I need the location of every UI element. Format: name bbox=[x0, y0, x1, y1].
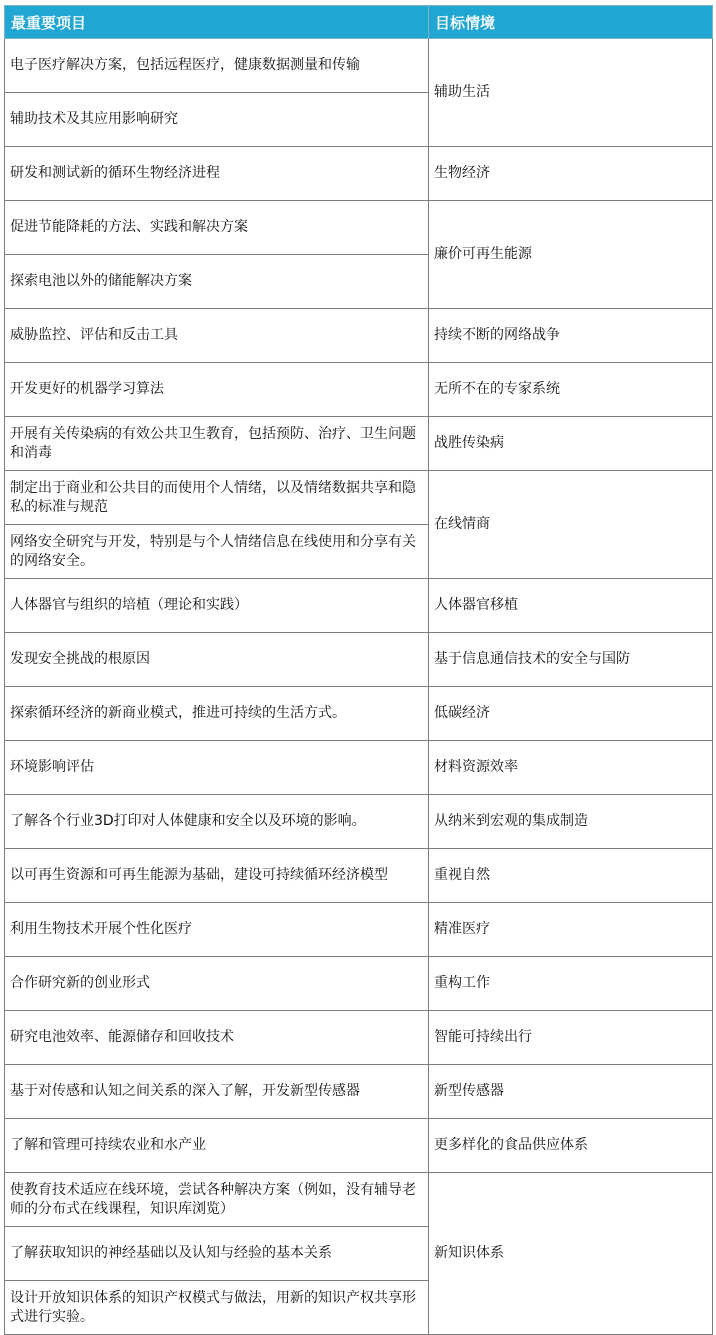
table-row bbox=[5, 147, 713, 201]
target-cell: 重构工作 bbox=[429, 957, 713, 1011]
target-cell: 低碳经济 bbox=[429, 687, 713, 741]
header-target: 目标情境 bbox=[429, 6, 713, 39]
target-cell: 人体器官移植 bbox=[429, 579, 713, 633]
target-cell: 从纳米到宏观的集成制造 bbox=[429, 795, 713, 849]
table-row bbox=[5, 309, 713, 363]
table-row bbox=[5, 633, 713, 687]
target-cell: 持续不断的网络战争 bbox=[429, 309, 713, 363]
table-row bbox=[5, 39, 713, 93]
project-cell: 环境影响评估 bbox=[5, 741, 429, 795]
priority-table bbox=[4, 5, 713, 1335]
table-row bbox=[5, 1119, 713, 1173]
project-cell: 了解获取知识的神经基础以及认知与经验的基本关系 bbox=[5, 1227, 429, 1281]
project-cell: 研究电池效率、能源储存和回收技术 bbox=[5, 1011, 429, 1065]
project-cell: 辅助技术及其应用影响研究 bbox=[5, 93, 429, 147]
project-cell: 人体器官与组织的培植（理论和实践） bbox=[5, 579, 429, 633]
table-body bbox=[5, 39, 713, 1335]
target-cell: 新知识体系 bbox=[429, 1173, 713, 1335]
target-cell: 战胜传染病 bbox=[429, 417, 713, 471]
target-cell: 廉价可再生能源 bbox=[429, 201, 713, 309]
project-cell: 网络安全研究与开发，特别是与个人情绪信息在线使用和分享有关的网络安全。 bbox=[5, 525, 429, 579]
table-row bbox=[5, 687, 713, 741]
project-cell: 了解各个行业3D打印对人体健康和安全以及环境的影响。 bbox=[5, 795, 429, 849]
target-cell: 智能可持续出行 bbox=[429, 1011, 713, 1065]
table-row bbox=[5, 201, 713, 255]
target-cell: 更多样化的食品供应体系 bbox=[429, 1119, 713, 1173]
target-cell: 精准医疗 bbox=[429, 903, 713, 957]
target-cell: 在线情商 bbox=[429, 471, 713, 579]
table-row bbox=[5, 417, 713, 471]
project-cell: 使教育技术适应在线环境，尝试各种解决方案（例如，没有辅导老师的分布式在线课程，知识库浏览） bbox=[5, 1173, 429, 1227]
project-cell: 探索电池以外的储能解决方案 bbox=[5, 255, 429, 309]
table-row bbox=[5, 471, 713, 525]
table-row bbox=[5, 1065, 713, 1119]
table-row bbox=[5, 1173, 713, 1227]
table-header-row bbox=[5, 6, 713, 39]
target-cell: 无所不在的专家系统 bbox=[429, 363, 713, 417]
project-cell: 制定出于商业和公共目的而使用个人情绪，以及情绪数据共享和隐私的标准与规范 bbox=[5, 471, 429, 525]
table-row bbox=[5, 795, 713, 849]
table-row bbox=[5, 579, 713, 633]
table-row bbox=[5, 363, 713, 417]
project-cell: 电子医疗解决方案，包括远程医疗，健康数据测量和传输 bbox=[5, 39, 429, 93]
project-cell: 基于对传感和认知之间关系的深入了解，开发新型传感器 bbox=[5, 1065, 429, 1119]
project-cell: 利用生物技术开展个性化医疗 bbox=[5, 903, 429, 957]
table-row bbox=[5, 1011, 713, 1065]
header-project: 最重要项目 bbox=[5, 6, 429, 39]
target-cell: 新型传感器 bbox=[429, 1065, 713, 1119]
project-cell: 发现安全挑战的根原因 bbox=[5, 633, 429, 687]
project-cell: 以可再生资源和可再生能源为基础，建设可持续循环经济模型 bbox=[5, 849, 429, 903]
project-cell: 威胁监控、评估和反击工具 bbox=[5, 309, 429, 363]
target-cell: 基于信息通信技术的安全与国防 bbox=[429, 633, 713, 687]
project-cell: 合作研究新的创业形式 bbox=[5, 957, 429, 1011]
project-cell: 研发和测试新的循环生物经济进程 bbox=[5, 147, 429, 201]
target-cell: 材料资源效率 bbox=[429, 741, 713, 795]
project-cell: 探索循环经济的新商业模式，推进可持续的生活方式。 bbox=[5, 687, 429, 741]
target-cell: 生物经济 bbox=[429, 147, 713, 201]
table-row bbox=[5, 741, 713, 795]
table-row bbox=[5, 957, 713, 1011]
table-row bbox=[5, 849, 713, 903]
table-row bbox=[5, 903, 713, 957]
project-cell: 促进节能降耗的方法、实践和解决方案 bbox=[5, 201, 429, 255]
project-cell: 设计开放知识体系的知识产权模式与做法，用新的知识产权共享形式进行实验。 bbox=[5, 1281, 429, 1335]
target-cell: 重视自然 bbox=[429, 849, 713, 903]
project-cell: 开展有关传染病的有效公共卫生教育，包括预防、治疗、卫生问题和消毒 bbox=[5, 417, 429, 471]
project-cell: 开发更好的机器学习算法 bbox=[5, 363, 429, 417]
project-cell: 了解和管理可持续农业和水产业 bbox=[5, 1119, 429, 1173]
target-cell: 辅助生活 bbox=[429, 39, 713, 147]
